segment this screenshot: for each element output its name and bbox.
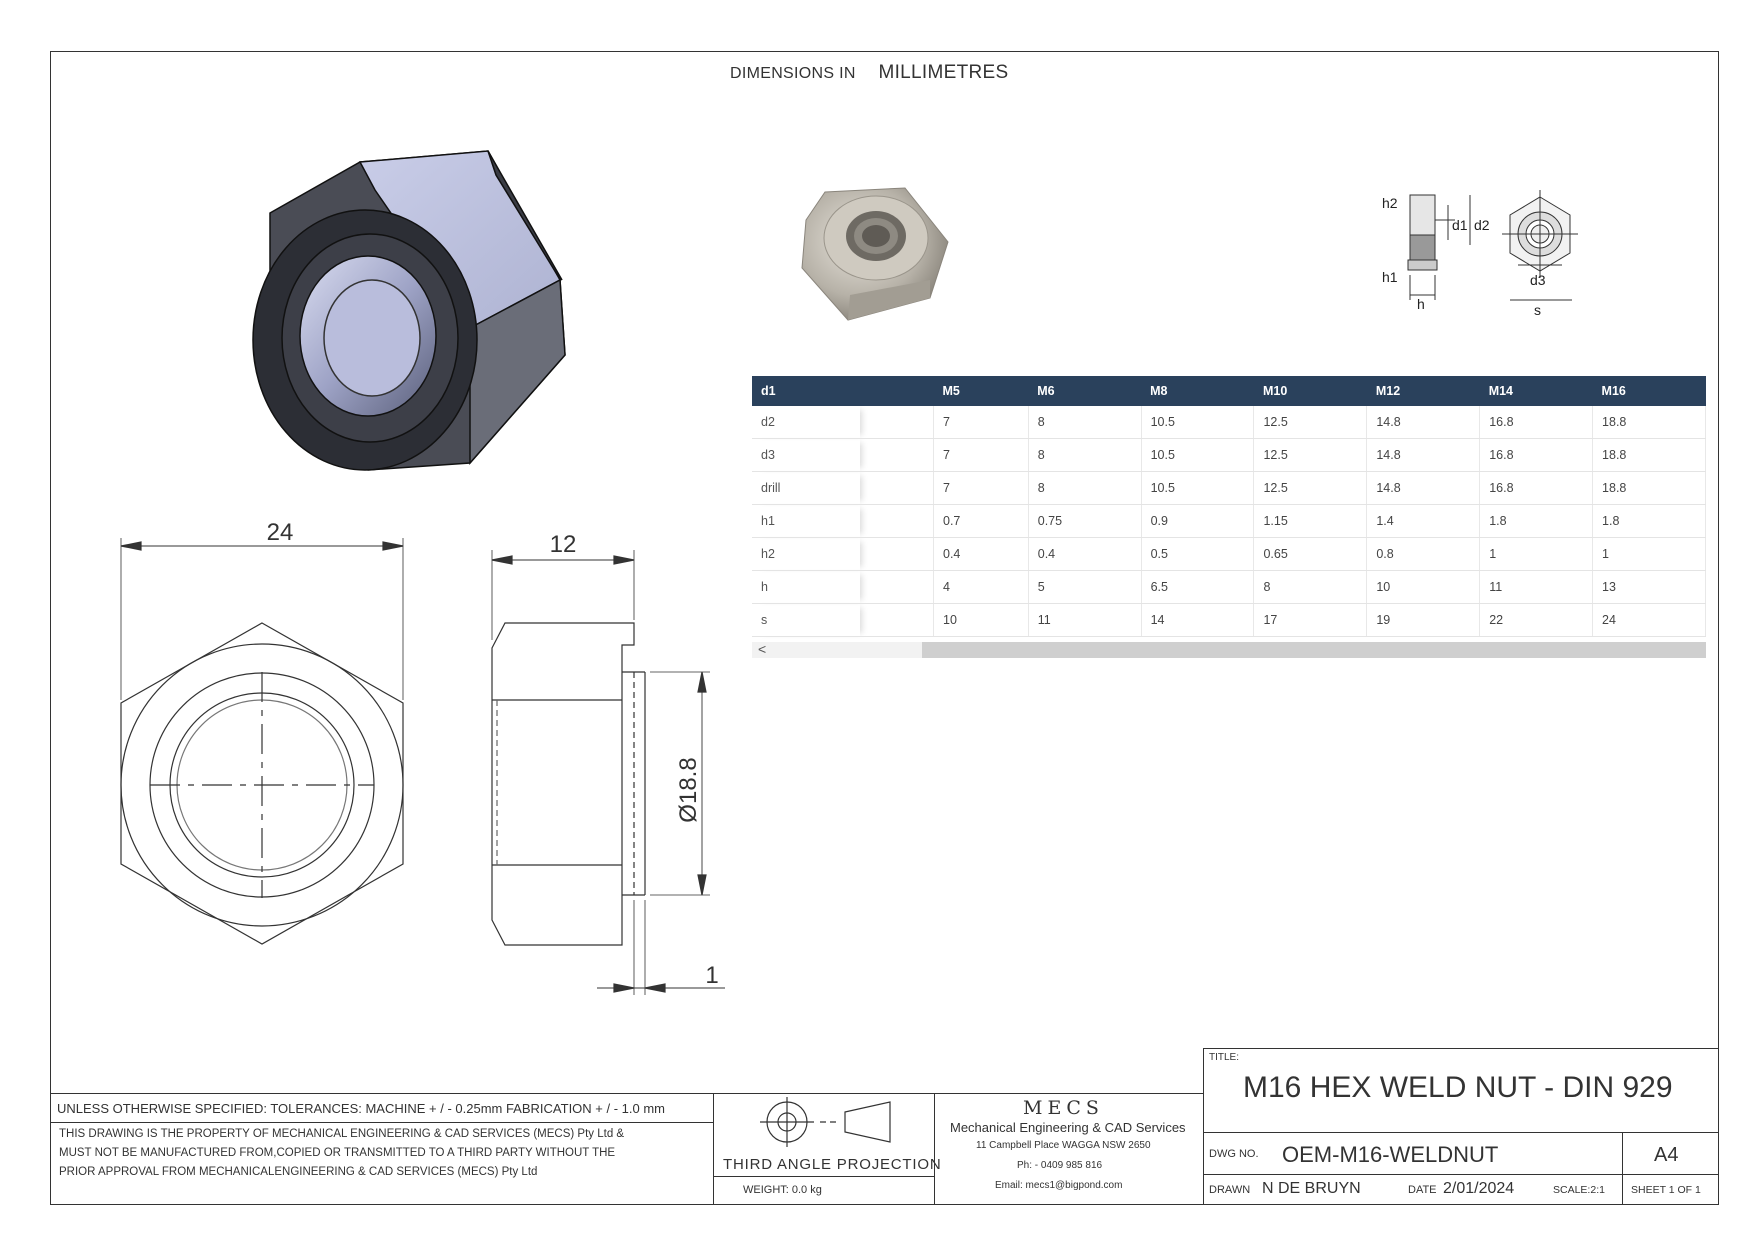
table-header-m12: M12 xyxy=(1367,376,1480,406)
dim-flange-label: 1 xyxy=(705,962,719,989)
table-row xyxy=(752,538,1706,571)
drawing-title: M16 HEX WELD NUT - DIN 929 xyxy=(1243,1071,1673,1104)
drawn-label: DRAWN xyxy=(1209,1184,1251,1196)
table-cell: 1 xyxy=(1480,538,1593,571)
sheet-size: A4 xyxy=(1654,1144,1679,1166)
table-cell: 1 xyxy=(1593,538,1706,571)
table-cell: 10.5 xyxy=(1141,439,1254,472)
table-cell: 13 xyxy=(1593,571,1706,604)
table-cell: 14.8 xyxy=(1367,406,1480,439)
row-spacer xyxy=(860,472,934,505)
isometric-view xyxy=(253,151,565,470)
row-spacer xyxy=(860,538,934,571)
company-address: 11 Campbell Place WAGGA NSW 2650 xyxy=(976,1140,1151,1151)
table-row xyxy=(752,505,1706,538)
row-key-h2: h2 xyxy=(752,538,860,571)
table-cell: 18.8 xyxy=(1593,439,1706,472)
table-cell: 14 xyxy=(1141,604,1254,637)
row-spacer xyxy=(860,571,934,604)
front-view xyxy=(121,538,403,944)
label-s: s xyxy=(1534,302,1541,318)
weld-nut-photo xyxy=(790,180,960,330)
drawn-by: N DE BRUYN xyxy=(1262,1180,1361,1197)
table-cell: 14.8 xyxy=(1367,472,1480,505)
row-key-d3: d3 xyxy=(752,439,860,472)
table-cell: 0.4 xyxy=(934,538,1029,571)
tolerance-text: UNLESS OTHERWISE SPECIFIED: TOLERANCES: MACHINE + / - 0.25mm FABRICATION + / - 1.0 mm xyxy=(57,1101,665,1116)
table-cell: 16.8 xyxy=(1480,439,1593,472)
table-cell: 12.5 xyxy=(1254,439,1367,472)
property-line-3: PRIOR APPROVAL FROM MECHANICALENGINEERING & CAD SERVICES (MECS) Pty Ltd xyxy=(59,1166,538,1178)
table-cell: 10 xyxy=(1367,571,1480,604)
table-row xyxy=(752,406,1706,439)
company-phone: Ph: - 0409 985 816 xyxy=(1017,1160,1103,1171)
third-angle-projection-icon xyxy=(750,1095,900,1155)
table-header-m16: M16 xyxy=(1593,376,1706,406)
row-key-h1: h1 xyxy=(752,505,860,538)
table-cell: 1.15 xyxy=(1254,505,1367,538)
table-cell: 1.8 xyxy=(1480,505,1593,538)
drawing-scale: SCALE:2:1 xyxy=(1553,1184,1605,1196)
table-cell: 24 xyxy=(1593,604,1706,637)
table-cell: 16.8 xyxy=(1480,472,1593,505)
dwg-no-label: DWG NO. xyxy=(1209,1148,1259,1160)
sheet-number: SHEET 1 OF 1 xyxy=(1631,1184,1701,1196)
row-key-h: h xyxy=(752,571,860,604)
label-d3: d3 xyxy=(1530,272,1546,288)
table-header-d1: d1 xyxy=(752,376,860,406)
dimension-table xyxy=(752,376,1706,637)
label-h2: h2 xyxy=(1382,195,1398,211)
table-row xyxy=(752,571,1706,604)
row-spacer xyxy=(860,406,934,439)
property-line-1: THIS DRAWING IS THE PROPERTY OF MECHANICAL ENGINEERING & CAD SERVICES (MECS) Pty Ltd & xyxy=(59,1128,625,1140)
table-cell: 14.8 xyxy=(1367,439,1480,472)
row-key-drill: drill xyxy=(752,472,860,505)
table-header-m8: M8 xyxy=(1141,376,1254,406)
table-cell: 11 xyxy=(1028,604,1141,637)
table-header-m6: M6 xyxy=(1028,376,1141,406)
table-header-row xyxy=(752,376,1706,406)
dim-thickness-label: 12 xyxy=(549,531,577,558)
table-cell: 8 xyxy=(1028,439,1141,472)
title-label: TITLE: xyxy=(1209,1052,1240,1063)
table-row xyxy=(752,439,1706,472)
scroll-left-arrow[interactable]: < xyxy=(758,641,767,657)
table-cell: 0.5 xyxy=(1141,538,1254,571)
table-cell: 11 xyxy=(1480,571,1593,604)
property-line-2: MUST NOT BE MANUFACTURED FROM,COPIED OR TRANSMITTED TO A THIRD PARTY WITHOUT THE xyxy=(59,1147,616,1159)
table-horizontal-scrollbar[interactable] xyxy=(752,642,1706,658)
table-cell: 12.5 xyxy=(1254,406,1367,439)
projection-label: THIRD ANGLE PROJECTION xyxy=(723,1156,942,1173)
row-spacer xyxy=(860,505,934,538)
date-label: DATE xyxy=(1408,1184,1437,1196)
table-body xyxy=(752,406,1706,637)
table-cell: 1.4 xyxy=(1367,505,1480,538)
company-email: Email: mecs1@bigpond.com xyxy=(995,1180,1123,1191)
table-cell: 10.5 xyxy=(1141,406,1254,439)
table-header-blank xyxy=(860,376,934,406)
table-cell: 19 xyxy=(1367,604,1480,637)
table-cell: 7 xyxy=(934,472,1029,505)
table-cell: 16.8 xyxy=(1480,406,1593,439)
dim-diameter-label: Ø18.8 xyxy=(675,757,702,823)
table-cell: 12.5 xyxy=(1254,472,1367,505)
scrollbar-thumb[interactable] xyxy=(922,642,1706,658)
table-row xyxy=(752,604,1706,637)
label-h: h xyxy=(1417,296,1425,312)
table-cell: 0.4 xyxy=(1028,538,1141,571)
table-cell: 1.8 xyxy=(1593,505,1706,538)
table-cell: 18.8 xyxy=(1593,406,1706,439)
table-header-m14: M14 xyxy=(1480,376,1593,406)
company-logo-text: MECS xyxy=(1023,1097,1104,1119)
table-cell: 10.5 xyxy=(1141,472,1254,505)
table-cell: 7 xyxy=(934,406,1029,439)
company-name: Mechanical Engineering & CAD Services xyxy=(950,1120,1186,1135)
table-cell: 0.75 xyxy=(1028,505,1141,538)
drawing-number: OEM-M16-WELDNUT xyxy=(1282,1142,1499,1167)
table-row xyxy=(752,472,1706,505)
table-cell: 8 xyxy=(1254,571,1367,604)
label-d2: d2 xyxy=(1474,217,1490,233)
table-cell: 18.8 xyxy=(1593,472,1706,505)
label-d1: d1 xyxy=(1452,217,1468,233)
table-cell: 7 xyxy=(934,439,1029,472)
dimension-schematic xyxy=(1370,185,1610,320)
table-cell: 8 xyxy=(1028,406,1141,439)
weight-label: WEIGHT: 0.0 kg xyxy=(743,1184,822,1196)
row-key-d2: d2 xyxy=(752,406,860,439)
table-cell: 4 xyxy=(934,571,1029,604)
table-cell: 22 xyxy=(1480,604,1593,637)
table-cell: 0.65 xyxy=(1254,538,1367,571)
row-spacer xyxy=(860,439,934,472)
table-cell: 8 xyxy=(1028,472,1141,505)
dims-unit: MILLIMETRES xyxy=(878,62,1009,83)
dims-label: DIMENSIONS IN xyxy=(730,65,856,82)
table-header-m10: M10 xyxy=(1254,376,1367,406)
row-key-s: s xyxy=(752,604,860,637)
row-spacer xyxy=(860,604,934,637)
table-cell: 0.7 xyxy=(934,505,1029,538)
table-cell: 6.5 xyxy=(1141,571,1254,604)
dim-width-label: 24 xyxy=(266,519,294,546)
table-cell: 17 xyxy=(1254,604,1367,637)
label-h1: h1 xyxy=(1382,269,1398,285)
table-cell: 10 xyxy=(934,604,1029,637)
drawing-date: 2/01/2024 xyxy=(1443,1180,1515,1197)
table-header-m5: M5 xyxy=(934,376,1029,406)
table-cell: 5 xyxy=(1028,571,1141,604)
table-cell: 0.9 xyxy=(1141,505,1254,538)
table-cell: 0.8 xyxy=(1367,538,1480,571)
